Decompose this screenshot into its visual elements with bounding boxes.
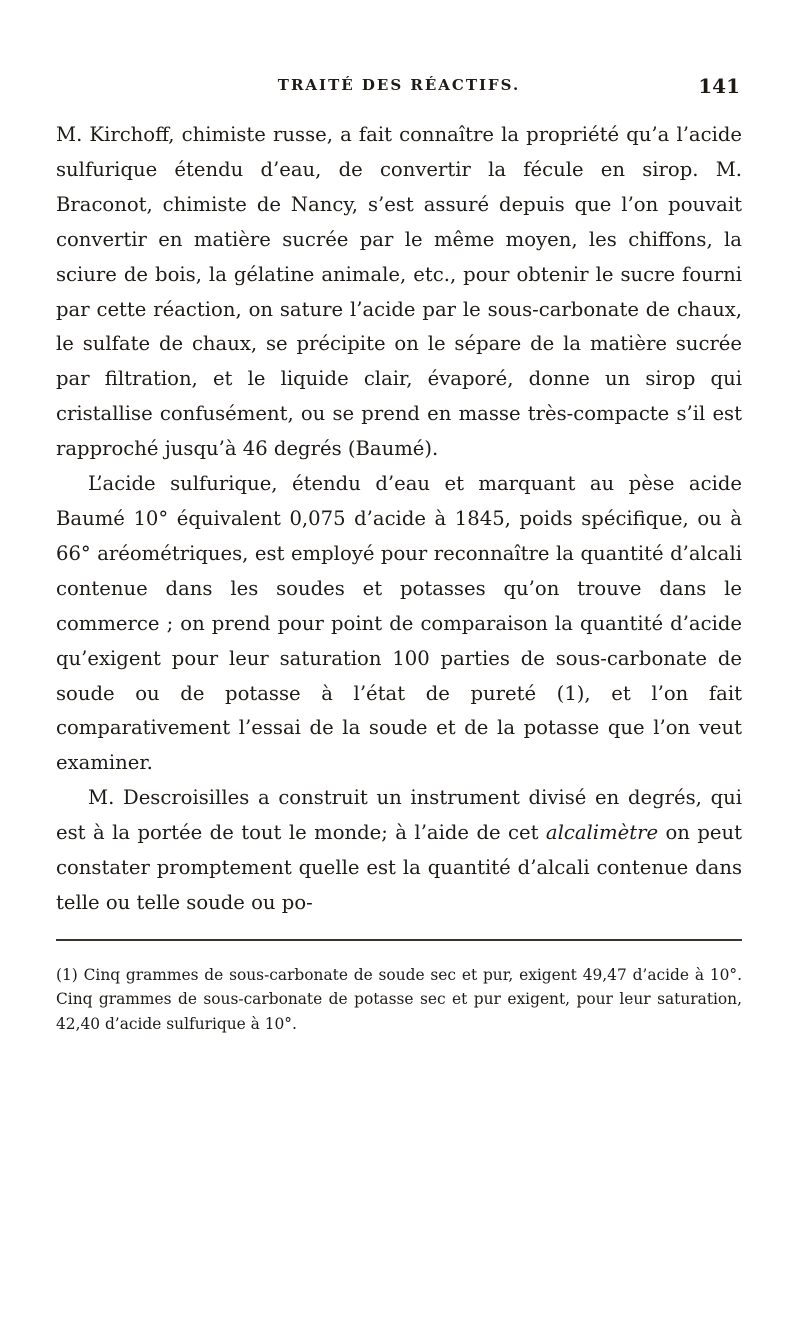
running-title: TRAITÉ DES RÉACTIFS. <box>277 76 521 94</box>
page-number: 141 <box>698 74 740 98</box>
paragraph-descroisilles-end: on peut constater promptement quelle est la quantité d’alcali contenue dans telle ou telle soude ou po- <box>56 821 742 914</box>
footnote-rule <box>56 939 742 941</box>
footnote: (1) Cinq grammes de sous-carbonate de soude sec et pur, exigent 49,47 d’acide à 10°. Cinq grammes de sous-carbonate de potasse sec et pur exigent, pour leur saturation, 42,40 d’acide sulfurique à 10°. <box>56 965 742 1033</box>
running-head <box>56 76 742 116</box>
paragraph-descroisilles-start: M. Descroisilles a construit un instrument divisé en degrés, qui est à la portée de tout le monde; à l’aide de cet <box>56 786 742 845</box>
paragraph-kirchoff: M. Kirchoff, chimiste russe, a fait connaître la propriété qu’a l’acide sulfurique étendu d’eau, de convertir la fécule en sirop. M. Braconot, chimiste de Nancy, s’est assuré depuis que l’on pouvait convertir en matière sucrée par le même moyen, les chiffons, la sciure de bois, la gélatine animale, etc., pour obtenir le sucre fourni par cette réaction, on sature l’acide par le sous-carbonate de chaux, le sulfate de chaux, se précipite on le sépare de la matière sucrée par filtration, et le liquide clair, évaporé, donne un sirop qui cristallise confusément, ou se prend en masse très-compacte s’il est rapproché jusqu’à 46 degrés (Baumé). <box>56 123 742 461</box>
alcalimetre-term: alcalimètre <box>545 821 659 845</box>
paragraph-descroisilles <box>56 781 742 921</box>
paragraph-sulfuric-acid: L’acide sulfurique, étendu d’eau et marquant au pèse acide Baumé 10° équivalent 0,075 d’acide à 1845, poids spécifique, ou à 66° aréométriques, est employé pour reconnaître la quantité d’alcali contenue dans les soudes et potasses qu’on trouve dans le commerce ; on prend pour point de comparaison la quantité d’acide qu’exigent pour leur saturation 100 parties de sous-carbonate de soude ou de potasse à l’état de pureté (1), et l’on fait comparativement l’essai de la soude et de la potasse que l’on veut examiner. <box>56 472 742 775</box>
body-text <box>56 118 742 921</box>
